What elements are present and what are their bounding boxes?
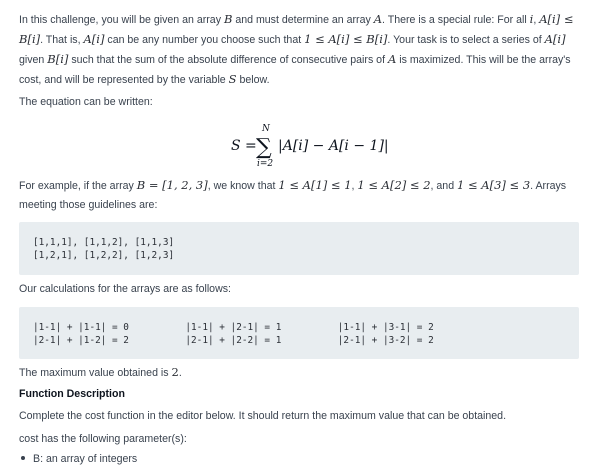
max-value-text [19, 363, 182, 383]
math-a: A [387, 52, 397, 66]
calc-code-block [19, 307, 579, 359]
math-condition: 1 ≤ A[i] ≤ B[i] [304, 32, 388, 46]
calc-label: Our calculations for the arrays are as follows: [19, 283, 231, 295]
math-s: S [228, 72, 237, 86]
intro-text: can be any number you choose such that [104, 34, 305, 46]
equation-label: The equation can be written: [19, 96, 153, 108]
code-line: |1-1| + |1-1| = 0 |1-1| + |2-1| = 1 |1-1| + |3-1| = 2 [33, 322, 434, 333]
math-condition: A[i] ≤ B[i] [19, 12, 574, 46]
max-text: The maximum value obtained is [19, 367, 172, 379]
intro-text: such that the sum of the absolute difference of consecutive pairs of [68, 54, 388, 66]
arrays-code-block [19, 222, 579, 275]
math-b: B [223, 12, 233, 26]
params-label: cost has the following parameter(s): [19, 433, 187, 445]
equation-body: |A[i] − A[i − 1]| [278, 138, 389, 154]
math-bi: B[i] [47, 52, 69, 66]
example-text: For example, if the array [19, 180, 137, 192]
intro-text: given [19, 54, 48, 66]
example-text: , [351, 180, 358, 192]
intro-text: below. [236, 74, 270, 86]
example-text: , and [430, 180, 458, 192]
intro-text: . That is, [40, 34, 84, 46]
code-line: |2-1| + |1-2| = 2 |2-1| + |2-2| = 1 |2-1| + |3-2| = 2 [33, 335, 434, 346]
intro-text: In this challenge, you will be given an array [19, 14, 224, 26]
intro-text: is maximized. This will be the array's cost, and will be represented by the variable [19, 54, 571, 86]
intro-text: . There is a special rule: For all [382, 14, 530, 26]
math-condition: 1 ≤ A[1] ≤ 1 [278, 178, 352, 192]
math-array: B = [1, 2, 3] [136, 178, 208, 192]
sum-upper-limit: N [262, 124, 270, 134]
math-a: A [373, 12, 383, 26]
intro-paragraph [19, 10, 581, 90]
bullet-icon [21, 456, 25, 460]
code-line: [1,1,1], [1,1,2], [1,1,3] [33, 237, 175, 248]
math-condition: 1 ≤ A[2] ≤ 2 [357, 178, 431, 192]
equation-lhs: S = [231, 138, 257, 154]
math-ai: A[i] [544, 32, 566, 46]
intro-text: and must determine an array [232, 14, 374, 26]
intro-text: , [533, 14, 540, 26]
param-text: B: an array of integers [33, 453, 138, 465]
function-description-heading: Function Description [19, 388, 125, 400]
math-condition: 1 ≤ A[3] ≤ 3 [457, 178, 531, 192]
intro-text: . Your task is to select a series of [387, 34, 545, 46]
math-i: i [529, 12, 534, 26]
sum-lower-limit: i=2 [257, 159, 274, 168]
example-paragraph [19, 176, 581, 215]
max-value: 2 [171, 365, 179, 379]
sigma-symbol: ∑ [256, 135, 272, 160]
param-list-item [19, 450, 137, 469]
function-description: Complete the cost function in the editor below. It should return the maximum value that can be obtained. [19, 410, 507, 422]
example-text: . Arrays meeting those guidelines are: [19, 180, 567, 211]
max-text: . [178, 367, 182, 379]
equation [0, 122, 600, 168]
code-line: [1,2,1], [1,2,2], [1,2,3] [33, 250, 175, 261]
example-text: , we know that [207, 180, 279, 192]
math-ai: A[i] [83, 32, 105, 46]
